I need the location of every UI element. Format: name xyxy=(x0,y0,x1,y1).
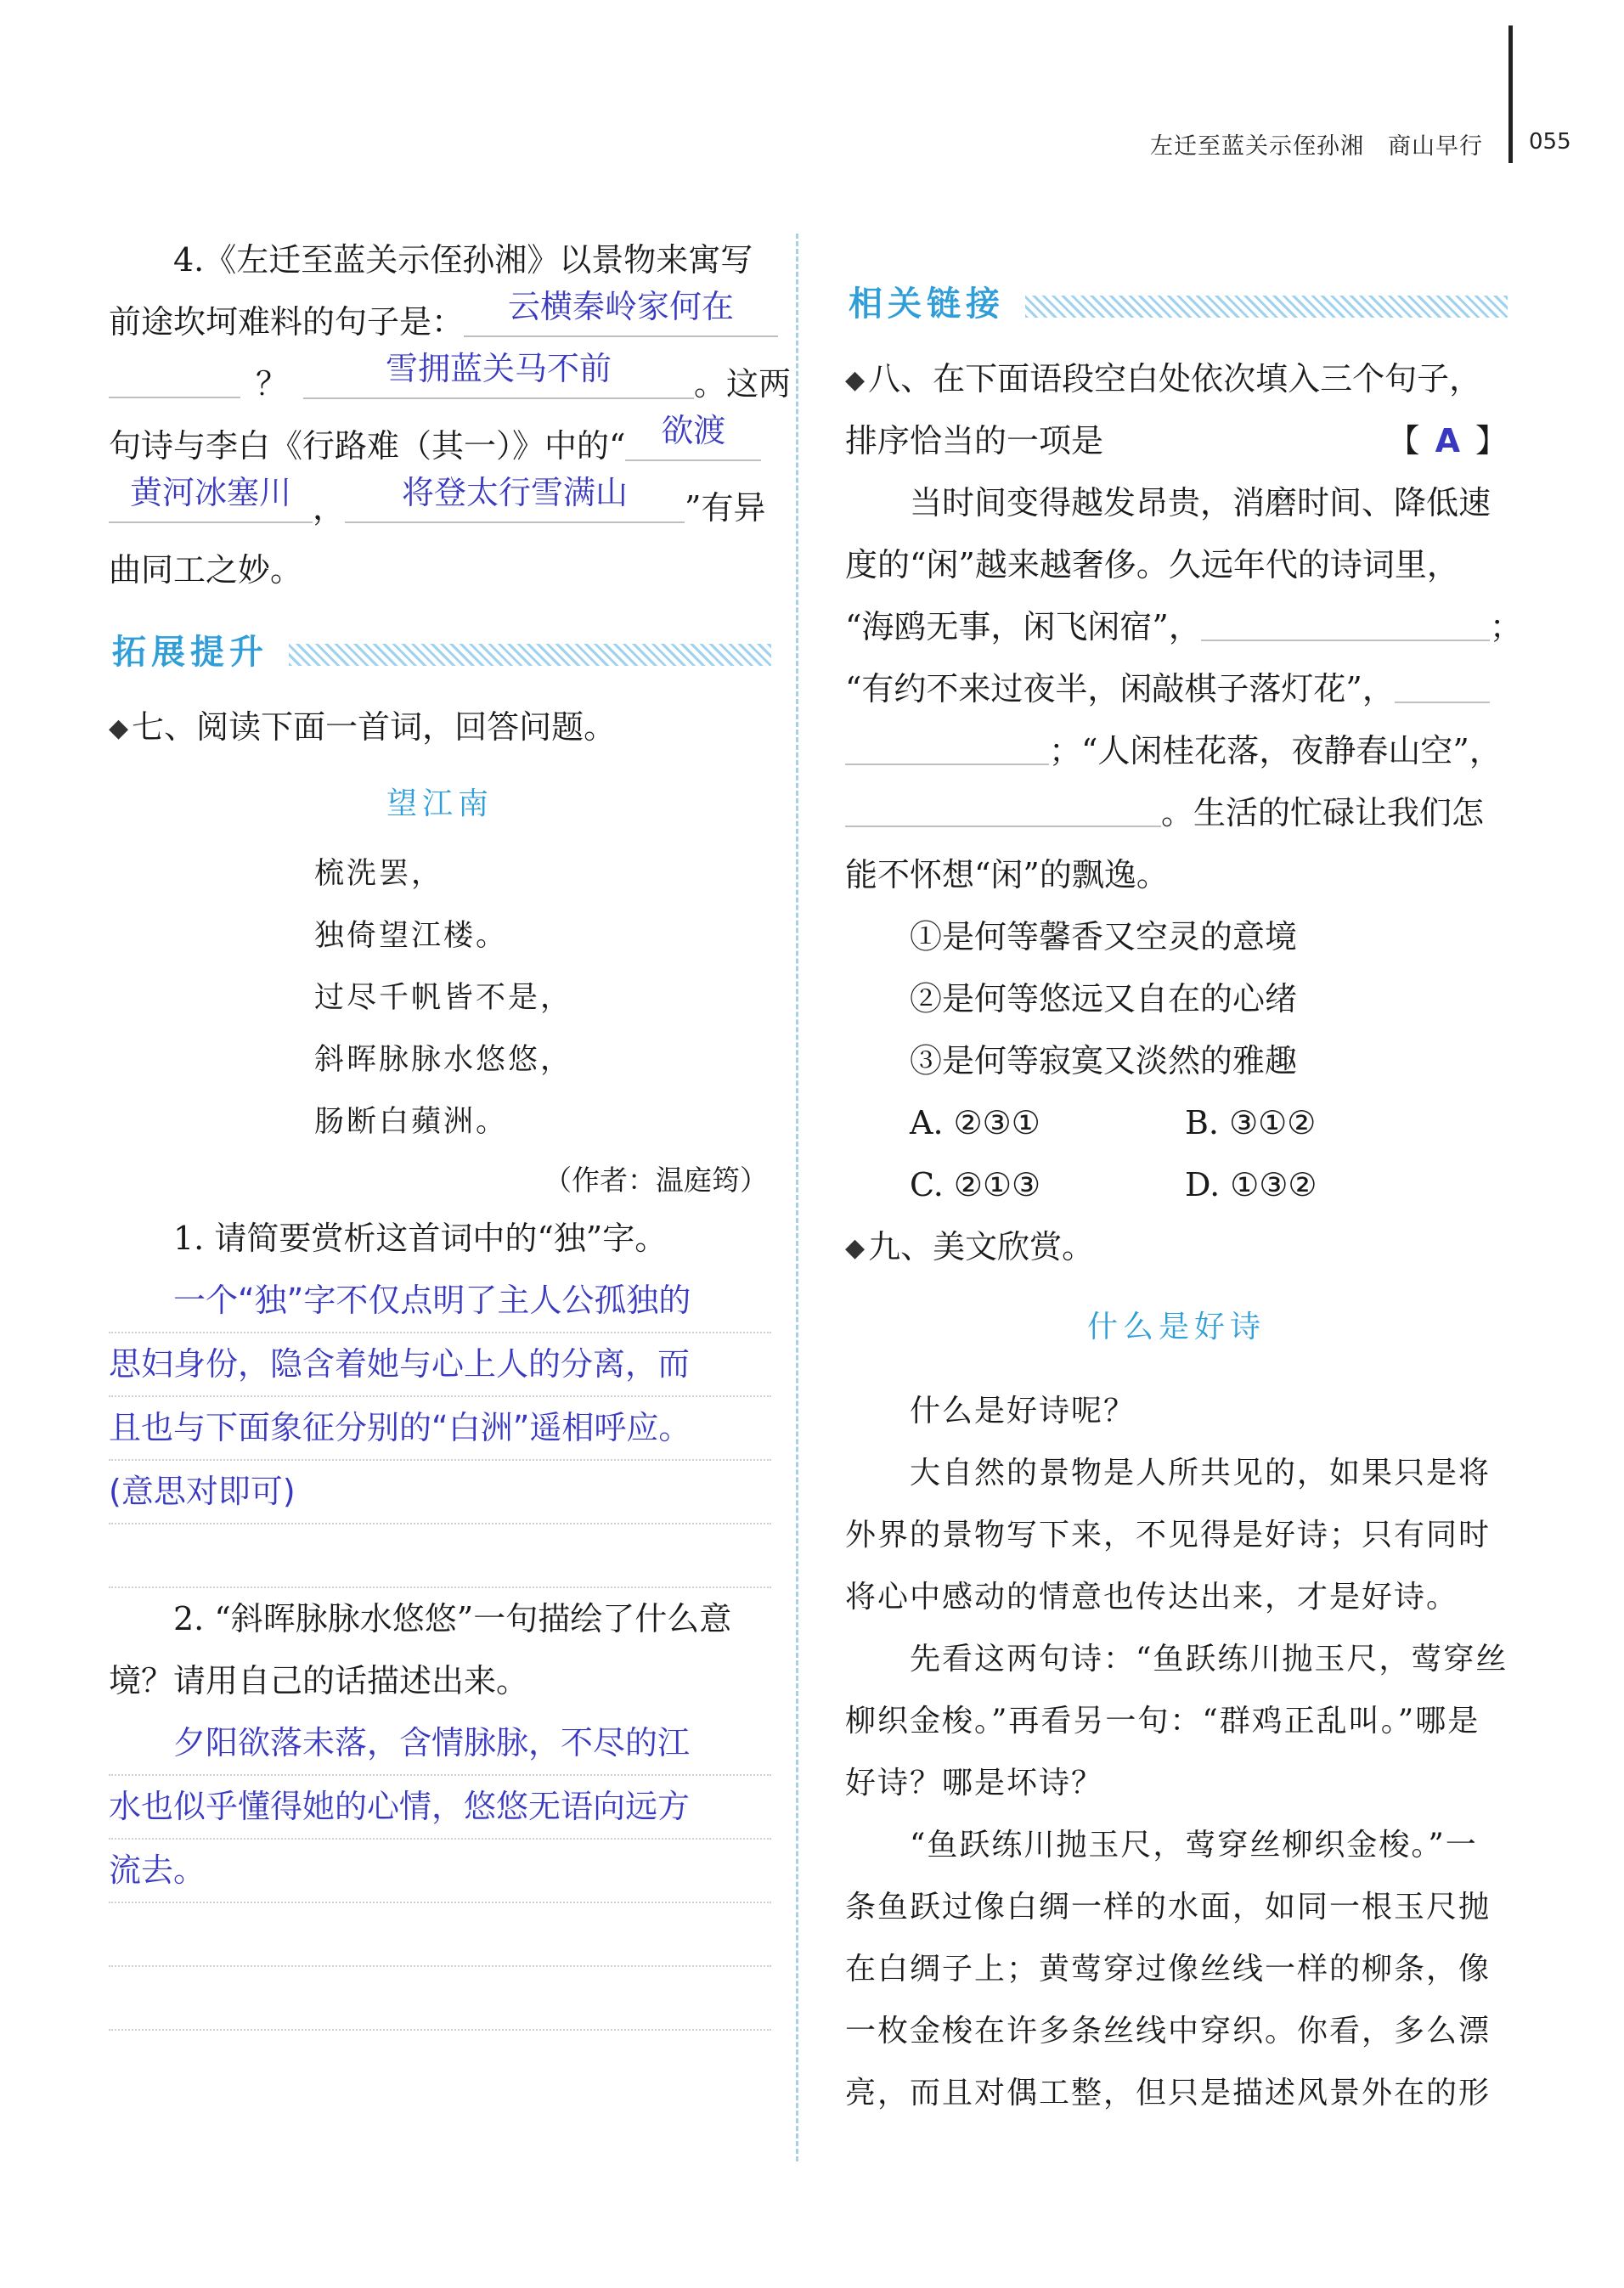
answer-bracket[interactable] xyxy=(1388,410,1508,472)
q4-answer-5: 将登太行雪满山 xyxy=(402,474,629,511)
q4-line-1: 4.《左迁至蓝关示侄孙湘》以景物来寓写 xyxy=(173,241,753,279)
section-stripe xyxy=(289,644,771,666)
q7-sub2-line-2: 境？请用自己的话描述出来。 xyxy=(109,1662,529,1699)
q7-sub2-line-1: 2. “斜晖脉脉水悠悠”一句描绘了什么意 xyxy=(173,1600,732,1637)
option-c[interactable]: C. ②①③ xyxy=(910,1166,1041,1203)
q8-para-line xyxy=(845,658,1508,720)
q8-item: ①是何等馨香又空灵的意境 xyxy=(910,918,1298,955)
q8-para-line xyxy=(845,720,1508,782)
answer-line[interactable]: 夕阳欲落未落，含情脉脉，不尽的江 xyxy=(109,1712,771,1776)
q8-para-line xyxy=(845,596,1522,658)
answer-line[interactable]: 且也与下面象征分别的“白洲”遥相呼应。 xyxy=(109,1397,771,1461)
option-a[interactable]: A. ②③① xyxy=(910,1104,1040,1141)
q8-answer: A xyxy=(1435,422,1460,459)
bracket-open: 【 xyxy=(1387,422,1420,459)
answer-line[interactable]: 思妇身份，隐含着她与心上人的分离，而 xyxy=(109,1333,771,1397)
q8-text: “海鸥无事，闲飞闲宿”， xyxy=(845,608,1201,645)
essay-line: 柳织金梭。”再看另一句：“群鸡正乱叫。”哪是 xyxy=(845,1704,1480,1739)
essay-line: 一枚金梭在许多条丝线中穿织。你看，多么漂 xyxy=(845,2014,1491,2048)
section-link xyxy=(845,272,1508,340)
essay-line: 在白绸子上；黄莺穿过像丝线一样的柳条，像 xyxy=(845,1952,1491,1987)
q4-text: ”有异 xyxy=(685,489,766,527)
running-header-title: 左迁至蓝关示侄孙湘 商山早行 xyxy=(1150,133,1483,160)
q8-blank[interactable] xyxy=(1201,599,1490,641)
diamond-icon: ◆ xyxy=(845,1233,866,1263)
q8-text: 。生活的忙碌让我们怎 xyxy=(1161,794,1485,831)
q4-text: 句诗与李白《行路难（其一）》中的“ xyxy=(109,427,626,465)
q4-question-mark: ？ xyxy=(256,365,289,403)
poem-line: 过尽千帆皆不是， xyxy=(314,981,573,1015)
q4-line-2 xyxy=(109,288,771,353)
q4-line-4 xyxy=(109,412,771,477)
diamond-icon: ◆ xyxy=(845,365,866,395)
answer-line[interactable]: 一个“独”字不仅点明了主人公孤独的 xyxy=(109,1270,771,1333)
essay-line: 亮，而且对偶工整，但只是描述风景外在的形 xyxy=(845,2076,1491,2110)
q7-title xyxy=(109,696,771,758)
answer-blank-line[interactable] xyxy=(109,1903,771,1967)
answer-blank-line[interactable] xyxy=(109,1967,771,2031)
q4-blank-4[interactable] xyxy=(109,474,313,523)
section-extend xyxy=(109,620,771,688)
q4-blank-2[interactable] xyxy=(303,350,694,399)
poem-line: 斜晖脉脉水悠悠， xyxy=(314,1043,573,1077)
essay-title: 什么是好诗 xyxy=(1086,1310,1266,1344)
q4-answer-3: 欲渡 xyxy=(661,412,726,449)
q9-title-text: 九、美文欣赏。 xyxy=(868,1228,1095,1265)
q8-item: ②是何等悠远又自在的心绪 xyxy=(910,980,1298,1017)
poem-title: 望江南 xyxy=(386,786,493,821)
q4-line-5 xyxy=(109,474,771,539)
essay-line: 先看这两句诗：“鱼跃练川抛玉尺，莺穿丝 xyxy=(910,1642,1508,1677)
q8-para-line: 当时间变得越发昂贵，消磨时间、降低速 xyxy=(910,484,1491,521)
q8-item: ③是何等寂寞又淡然的雅趣 xyxy=(910,1042,1298,1079)
essay-line: “鱼跃练川抛玉尺，莺穿丝柳织金梭。”一 xyxy=(910,1828,1478,1863)
page-number: 055 xyxy=(1529,129,1571,155)
section-stripe xyxy=(1025,296,1508,318)
poem-line: 梳洗罢， xyxy=(314,857,444,891)
answer-line[interactable]: 流去。 xyxy=(109,1840,771,1903)
answer-line[interactable]: 水也似乎懂得她的心情，悠悠无语向远方 xyxy=(109,1776,771,1840)
q4-answer-2: 雪拥蓝关马不前 xyxy=(386,350,612,387)
q4-comma: ， xyxy=(313,489,346,527)
poem-line: 独倚望江楼。 xyxy=(314,919,509,953)
q8-line-1 xyxy=(845,348,1508,410)
section-extend-label: 拓展提升 xyxy=(112,633,268,672)
q4-blank-1[interactable] xyxy=(464,288,778,337)
poem-line: 肠断白蘋洲。 xyxy=(314,1105,509,1139)
q4-answer-1: 云横秦岭家何在 xyxy=(508,288,735,325)
header-separator xyxy=(1508,25,1513,163)
essay-line: 将心中感动的情意也传达出来，才是好诗。 xyxy=(845,1580,1459,1615)
q8-options-row-2 xyxy=(845,1154,1508,1216)
q4-line-3 xyxy=(109,350,792,415)
section-link-label: 相关链接 xyxy=(849,285,1005,324)
q8-options-row-1 xyxy=(845,1092,1508,1154)
q8-text: 八、在下面语段空白处依次填入三个句子， xyxy=(868,360,1482,397)
q8-text: 排序恰当的一项是 xyxy=(845,422,1104,459)
column-divider xyxy=(796,234,798,2161)
q4-text: 。这两 xyxy=(694,365,792,403)
q8-para-line xyxy=(845,782,1508,844)
q8-text: ；“人闲桂花落，夜静春山空”， xyxy=(1049,732,1502,769)
essay-line: 条鱼跃过像白绸一样的水面，如同一根玉尺抛 xyxy=(845,1890,1491,1925)
q8-para-line: 度的“闲”越来越奢侈。久远年代的诗词里， xyxy=(845,546,1459,583)
q4-blank-5[interactable] xyxy=(345,474,685,523)
answer-line[interactable]: (意思对即可) xyxy=(109,1461,771,1524)
q8-blank[interactable] xyxy=(845,723,1049,765)
q7-sub1: 1. 请简要赏析这首词中的“独”字。 xyxy=(173,1220,668,1257)
q8-blank[interactable] xyxy=(845,785,1161,827)
diamond-icon: ◆ xyxy=(109,713,129,743)
essay-line: 什么是好诗呢？ xyxy=(910,1394,1136,1429)
left-column xyxy=(109,229,792,2031)
bracket-close: 】 xyxy=(1475,422,1508,459)
q8-text: “有约不来过夜半，闲敲棋子落灯花”， xyxy=(845,670,1395,707)
essay-line: 大自然的景物是人所共见的，如果只是将 xyxy=(910,1456,1491,1491)
poem-author: （作者：温庭筠） xyxy=(544,1164,768,1197)
option-b[interactable]: B. ③①② xyxy=(1185,1104,1317,1141)
q9-title xyxy=(845,1216,1508,1278)
q8-line-2 xyxy=(845,410,1508,472)
q4-blank-1b[interactable] xyxy=(109,356,240,398)
essay-line: 好诗？哪是坏诗？ xyxy=(845,1766,1104,1801)
q7-title-text: 七、阅读下面一首词，回答问题。 xyxy=(132,708,617,746)
right-column xyxy=(845,272,1522,2124)
q8-para-line: 能不怀想“闲”的飘逸。 xyxy=(845,856,1169,893)
answer-blank-line[interactable] xyxy=(109,1524,771,1588)
q4-line-6: 曲同工之妙。 xyxy=(109,551,303,589)
essay-line: 外界的景物写下来，不见得是好诗；只有同时 xyxy=(845,1518,1491,1553)
q4-blank-3[interactable] xyxy=(625,412,761,461)
q4-text: 前途坎坷难料的句子是： xyxy=(109,303,465,341)
option-d[interactable]: D. ①③② xyxy=(1185,1166,1317,1203)
q8-text: ； xyxy=(1489,608,1522,645)
q8-blank[interactable] xyxy=(1395,661,1490,703)
q4-answer-4: 黄河冰塞川 xyxy=(129,474,291,511)
